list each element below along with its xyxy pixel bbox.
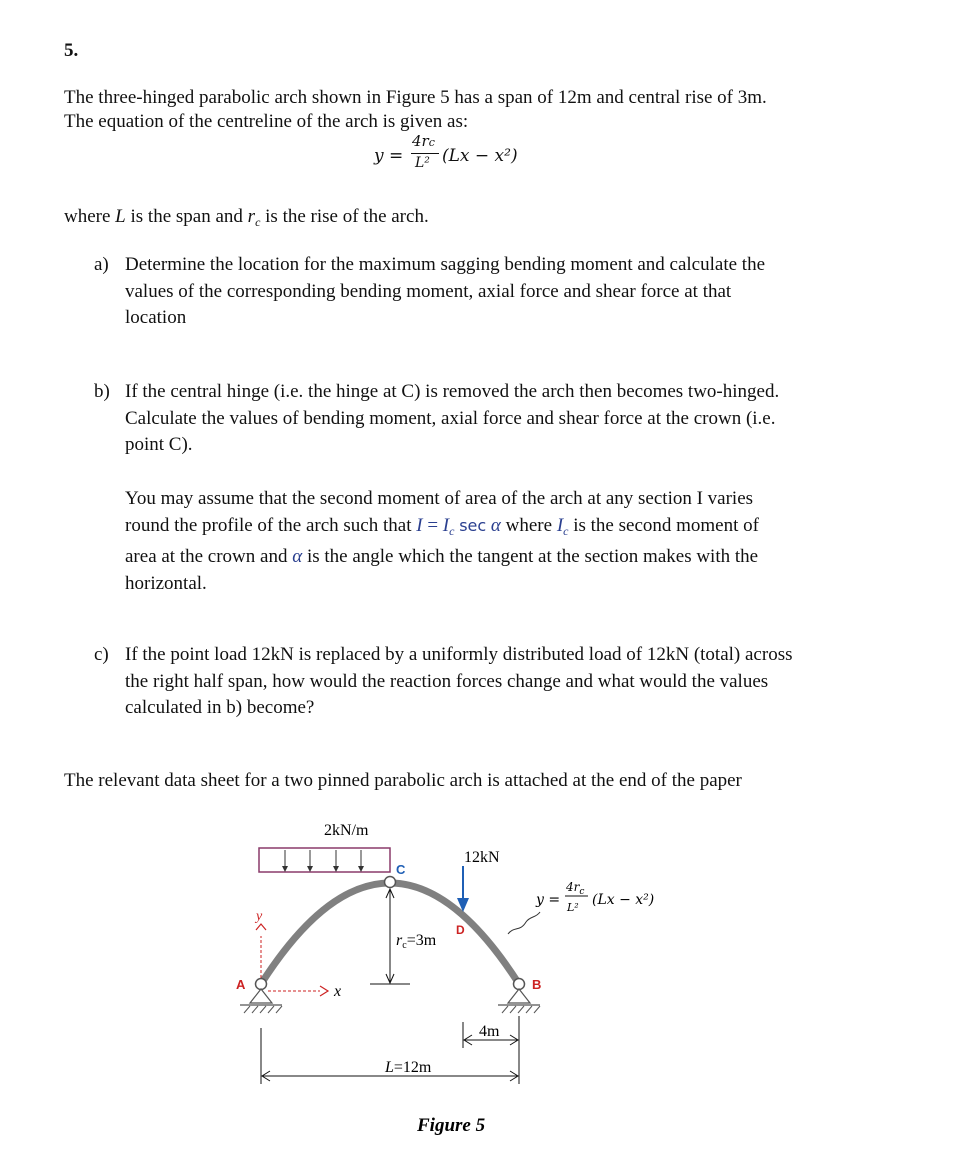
part-a <box>94 252 894 332</box>
dim-span-label: L=12m <box>385 1059 432 1076</box>
rise-label: rc=3m <box>396 932 437 951</box>
part-a-label: a) <box>94 254 109 275</box>
question-intro <box>64 86 767 134</box>
part-c-line-2: the right half span, how would the reaction forces change and what would the values <box>125 670 769 692</box>
part-a-line-3: location <box>125 307 187 328</box>
x-axis-label: x <box>334 983 342 1000</box>
intro-line-2: The equation of the centreline of the arch is given as: <box>64 111 469 132</box>
y-axis-label: y <box>256 909 263 924</box>
part-a-line-1: Determine the location for the maximum sagging bending moment and calculate the <box>125 254 765 275</box>
y-axis-arrow <box>256 924 266 930</box>
equation-lhs: y = <box>374 146 404 166</box>
svg-text:y =: y = <box>536 892 561 908</box>
equation-denominator: L² <box>415 155 430 171</box>
support-a <box>240 979 282 1014</box>
data-sheet-note: The relevant data sheet for a two pinned parabolic arch is attached at the end of the paper <box>64 770 742 791</box>
part-b-line-1: If the central hinge (i.e. the hinge at C) is removed the arch then becomes two-hinged. <box>125 381 780 402</box>
dim-4m-label: 4m <box>479 1023 500 1040</box>
note-line-2: round the profile of the arch such that $I = I_c$ sec α where $I_c$ is the second moment of <box>125 514 759 538</box>
svg-text:4rc: $4r_c$ <box>566 880 585 897</box>
udl-box <box>259 848 390 872</box>
point-load-label: 12kN <box>464 849 500 866</box>
figure-5 <box>0 800 962 1160</box>
inertia-formula: $I = I_c$ sec α <box>416 514 501 538</box>
part-b-note <box>125 486 885 597</box>
part-c-line-3: calculated in b) become? <box>125 697 315 718</box>
label-b: B <box>532 977 542 992</box>
part-c-line-1: If the point load 12kN is replaced by a uniformly distributed load of 12kN (total) across <box>125 644 793 665</box>
note-line-3: area at the crown and α is the angle which the tangent at the section makes with the <box>125 546 759 567</box>
fraction-bar <box>411 153 439 154</box>
equation-numerator: 4rc <box>412 132 435 150</box>
part-c-label: c) <box>94 644 109 665</box>
where-line: where L is the span and $r_c$ is the rise of the arch. <box>64 206 429 229</box>
label-c: C <box>396 862 406 877</box>
centreline-equation <box>374 132 544 180</box>
equation-rest: (Lx − x²) <box>442 146 518 166</box>
part-c <box>94 642 894 722</box>
note-line-1: You may assume that the second moment of area of the arch at any section I varies <box>125 488 754 509</box>
label-a: A <box>236 977 246 992</box>
svg-text:(Lx − x²): (Lx − x²) <box>592 892 655 908</box>
intro-line-1: The three-hinged parabolic arch shown in Figure 5 has a span of 12m and central rise of 3m. <box>64 87 767 108</box>
hinge-c <box>385 877 396 888</box>
label-d: D <box>456 923 465 937</box>
part-a-line-2: values of the corresponding bending moment, axial force and shear force at that <box>125 280 732 302</box>
part-b-label: b) <box>94 381 110 402</box>
part-b-line-3: point C). <box>125 434 193 455</box>
figure-caption: Figure 5 <box>417 1115 486 1136</box>
note-line-4: horizontal. <box>125 572 207 594</box>
udl-label: 2kN/m <box>324 822 369 839</box>
svg-text:L²: L² <box>567 901 579 914</box>
equation-leader-line <box>508 912 540 934</box>
part-b-line-2: Calculate the values of bending moment, axial force and shear force at the crown (i.e. <box>125 407 776 429</box>
question-number: 5. <box>64 40 79 61</box>
x-axis-arrow <box>320 986 328 996</box>
figure-equation <box>535 880 654 914</box>
part-b <box>94 379 894 459</box>
